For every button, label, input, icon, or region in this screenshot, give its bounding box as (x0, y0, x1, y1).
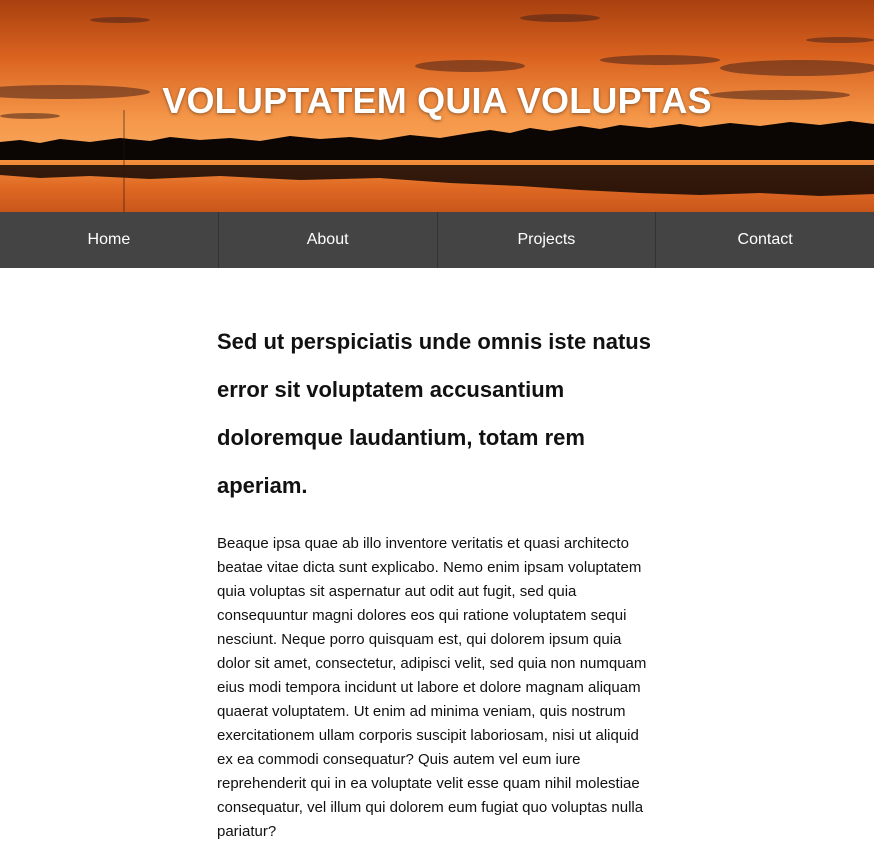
article-body: Beaque ipsa quae ab illo inventore veritatis et quasi architecto beatae vitae dicta sunt explicabo. Nemo enim ipsam voluptatem quia voluptas sit aspernatur aut odit aut fugit, sed quia consequuntur magni dolores eos qui ratione voluptatem sequi nesciunt. Neque porro quisquam est, qui dolorem ipsum quia dolor sit amet, consectetur, adipisci velit, sed quia non numquam eius modi tempora incidunt ut labore et dolore magnam aliquam quaerat voluptatem. Ut enim ad minima veniam, quis nostrum exercitationem ullam corporis suscipit laboriosam, nisi ut aliquid ex ea commodi consequatur? Quis autem vel eum iure reprehenderit qui in ea voluptate velit esse quam nihil molestiae consequatur, vel illum qui dolorem eum fugiat quo voluptas nulla pariatur? (217, 535, 647, 840)
main-navigation (0, 212, 874, 268)
nav-item-contact[interactable]: Contact (737, 231, 793, 248)
nav-item-about[interactable]: About (219, 212, 438, 268)
nav-item-home[interactable]: Home (0, 212, 219, 268)
site-title: VOLUPTATEM QUIA VOLUPTAS (162, 80, 712, 121)
nav-item-projects[interactable]: Projects (438, 212, 657, 268)
hero-banner (0, 0, 874, 212)
article-heading: Sed ut perspiciatis unde omnis iste natus error sit voluptatem accusantium doloremque laudantium, totam rem aperiam. (217, 329, 651, 498)
main-content (217, 268, 657, 844)
